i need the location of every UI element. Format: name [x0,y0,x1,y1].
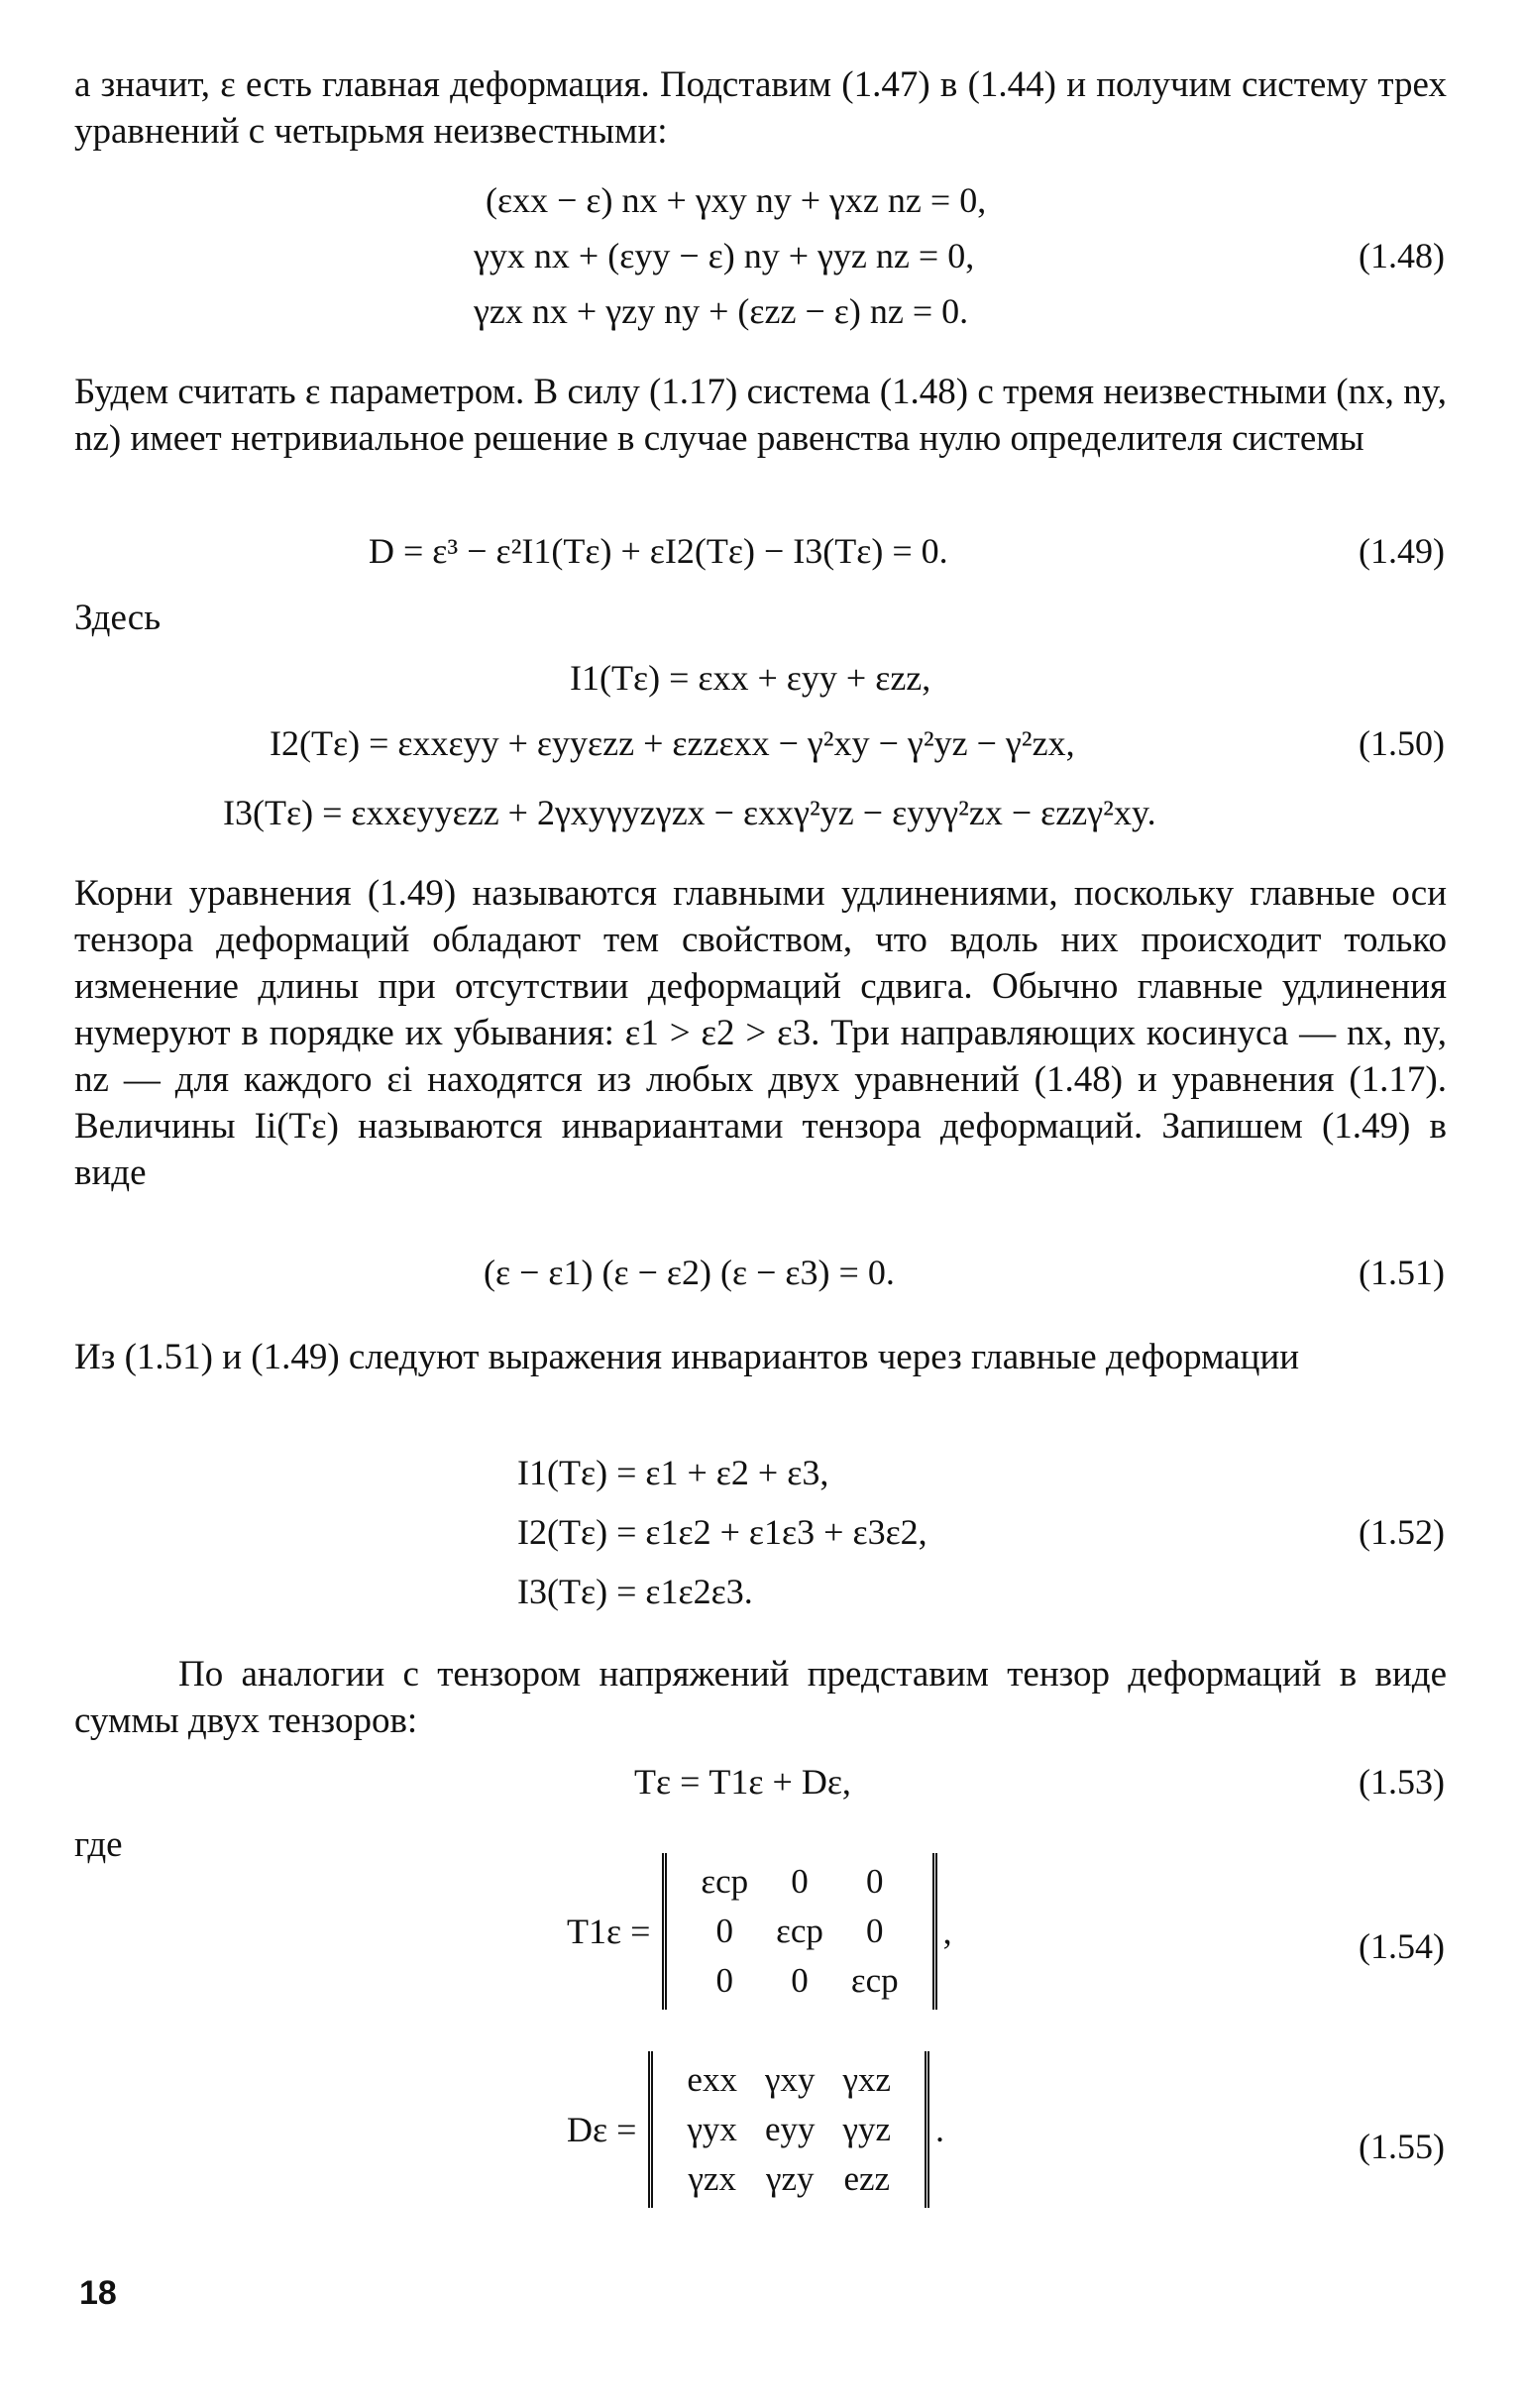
matrix-lhs-t1e: T1ε = [567,1912,651,1951]
equation-1-52-line-1: I1(Tε) = ε1 + ε2 + ε3, [517,1453,829,1492]
equation-number-1-48: (1.48) [1359,236,1445,275]
equation-1-50-line-3: I3(Tε) = εxxεyyεzz + 2γxyγyzγzx − εxxγ²yz − εyyγ²zx − εzzγ²xy. [223,793,1156,832]
equation-1-53: Tε = T1ε + Dε, [634,1762,851,1802]
equation-1-48-line-3: γzx nx + γzy ny + (εzz − ε) nz = 0. [474,291,969,331]
matrix-cell: γzx [688,2159,736,2198]
paragraph-intro: а значит, ε есть главная деформация. Подставим (1.47) в (1.44) и получим систему трех уравнений с четырьмя неизвестными: [74,64,1447,152]
equation-number-1-50: (1.50) [1359,723,1445,763]
equation-number-1-54: (1.54) [1359,1926,1445,1966]
matrix-cell: 0 [866,1912,884,1950]
equation-1-48-line-1: (εxx − ε) nx + γxy ny + γxz nz = 0, [486,180,987,220]
matrix-lhs-de: Dε = [567,2110,637,2149]
matrix-cell: 0 [715,1912,734,1950]
matrix-cell: γyz [842,2110,892,2148]
matrix-spherical-tensor [662,1853,936,2010]
matrix-cell: γyx [687,2110,737,2148]
matrix-cell: εср [776,1912,823,1950]
paragraph-tensor-decomposition: По аналогии с тензором напряжений представим тензор деформаций в виде суммы двух тензоров: [74,1654,1447,1741]
matrix-cell: 0 [866,1862,884,1901]
matrix-cell: γzy [765,2159,815,2198]
matrix-cell: ezz [843,2159,891,2198]
matrix-cell: exx [687,2060,737,2099]
equation-1-52-line-2: I2(Tε) = ε1ε2 + ε1ε3 + ε3ε2, [517,1512,927,1552]
paragraph-principal-elongations: Корни уравнения (1.49) называются главными удлинениями, поскольку главные оси тензора деформаций обладают тем свойством, что вдоль них происходит только изменение длины при отсутствии деформаций сдвига. Обычно главные удлинения нумеруют в порядке их убывания: ε1 > ε2 > ε3. Три направляющих косинуса — nx, ny, nz — для каждого εi находятся из любых двух уравнений (1.48) и уравнения (1.17). Величины Ii(Tε) называются инвариантами тензора деформаций. Запишем (1.49) в виде [74,873,1447,1193]
matrix-cell: εср [850,1961,899,2000]
word-zdes: Здесь [74,598,162,638]
equation-number-1-51: (1.51) [1359,1253,1445,1292]
equation-1-49: D = ε³ − ε²I1(Tε) + εI2(Tε) − I3(Tε) = 0. [369,531,948,571]
word-gde: где [74,1824,123,1865]
matrix-cell: γxy [765,2060,816,2099]
paragraph-invariants: Из (1.51) и (1.49) следуют выражения инвариантов через главные деформации [74,1337,1300,1377]
equation-number-1-53: (1.53) [1359,1762,1445,1802]
equation-1-52-line-3: I3(Tε) = ε1ε2ε3. [517,1572,753,1611]
matrix-tail-comma: , [942,1912,952,1951]
matrix-cell: 0 [715,1961,734,2000]
equation-1-51: (ε − ε1) (ε − ε2) (ε − ε3) = 0. [484,1253,895,1292]
equation-1-50-line-2: I2(Tε) = εxxεyy + εyyεzz + εzzεxx − γ²xy − γ²yz − γ²zx, [270,723,1075,763]
page-number: 18 [79,2274,117,2312]
matrix-cell: eyy [764,2110,816,2148]
equation-1-48-line-2: γyx nx + (εyy − ε) ny + γyz nz = 0, [474,236,975,275]
equation-number-1-55: (1.55) [1359,2127,1445,2166]
equation-1-50-line-1: I1(Tε) = εxx + εyy + εzz, [570,658,931,698]
matrix-cell: εср [701,1862,749,1901]
matrix-tail-period: . [935,2110,945,2149]
equation-1-54 [567,1853,952,2010]
matrix-cell: 0 [791,1961,809,2000]
matrix-deviator-tensor [648,2051,929,2208]
equation-number-1-49: (1.49) [1359,531,1445,571]
paragraph-parameter: Будем считать ε параметром. В силу (1.17) система (1.48) с тремя неизвестными (nx, ny, nz) имеет нетривиальное решение в случае равенства нулю определителя системы [74,372,1447,459]
matrix-cell: γxz [842,2060,892,2099]
matrix-cell: 0 [791,1862,809,1901]
equation-1-55 [567,2051,944,2208]
equation-number-1-52: (1.52) [1359,1512,1445,1552]
